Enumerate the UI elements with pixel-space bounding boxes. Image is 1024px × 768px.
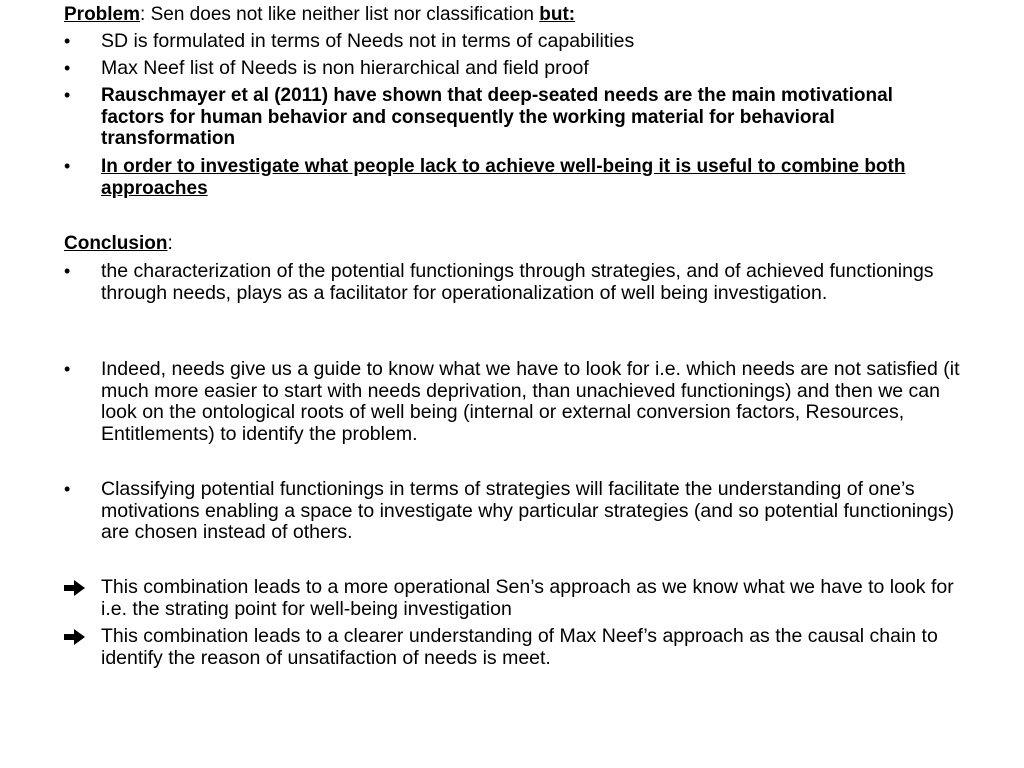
conclusion-title: Conclusion [64, 233, 168, 254]
problem-emphasis: but: [539, 4, 576, 25]
problem-text: Sen does not like neither list nor classification [150, 4, 540, 25]
right-arrow-icon [63, 577, 95, 599]
problem-point-text: In order to investigate what people lack to achieve well-being it is useful to combine both approaches [101, 156, 906, 199]
bullet-marker: • [64, 85, 71, 105]
bullet-marker: • [64, 261, 71, 281]
problem-point-text: SD is formulated in terms of Needs not in terms of capabilities [101, 30, 635, 52]
arrow-point-text: This combination leads to a clearer understanding of Max Neef’s approach as the causal chain to identify the reason of unsatifaction of needs is meet. [101, 625, 938, 669]
bullet-marker: • [64, 359, 71, 379]
problem-point-text: Rauschmayer et al (2011) have shown that deep-seated needs are the main motivational factors for human behavior and consequently the working material for behavioral transformation [101, 85, 893, 149]
right-arrow-icon [63, 626, 95, 648]
bullet-marker: • [64, 31, 71, 51]
bullet-marker: • [64, 156, 71, 176]
bullet-marker: • [64, 479, 71, 499]
arrow-point-text: This combination leads to a more operational Sen’s approach as we know what we have to look for i.e. the strating point for well-being investigation [101, 576, 954, 620]
conclusion-heading [64, 233, 173, 255]
problem-separator: : [140, 4, 151, 25]
conclusion-point-text: Classifying potential functionings in terms of strategies will facilitate the understanding of one’s motivations enabling a space to investigate why particular strategies (and so potential functionings) are chosen instead of others. [101, 478, 955, 543]
bullet-marker: • [64, 58, 71, 78]
problem-heading [64, 4, 575, 26]
conclusion-point-text: Indeed, needs give us a guide to know what we have to look for i.e. which needs are not satisfied (it much more easier to start with needs deprivation, than unachieved functionings) and then we can look on the ontological roots of well being (internal or external conversion factors, Resources, Entitlements) to identify the problem. [101, 358, 960, 445]
conclusion-separator: : [167, 233, 173, 254]
problem-title: Problem [64, 4, 141, 25]
problem-point-text: Max Neef list of Needs is non hierarchical and field proof [101, 57, 589, 79]
conclusion-point-text: the characterization of the potential functionings through strategies, and of achieved functionings through needs, plays as a facilitator for operationalization of well being investigation. [101, 260, 934, 304]
